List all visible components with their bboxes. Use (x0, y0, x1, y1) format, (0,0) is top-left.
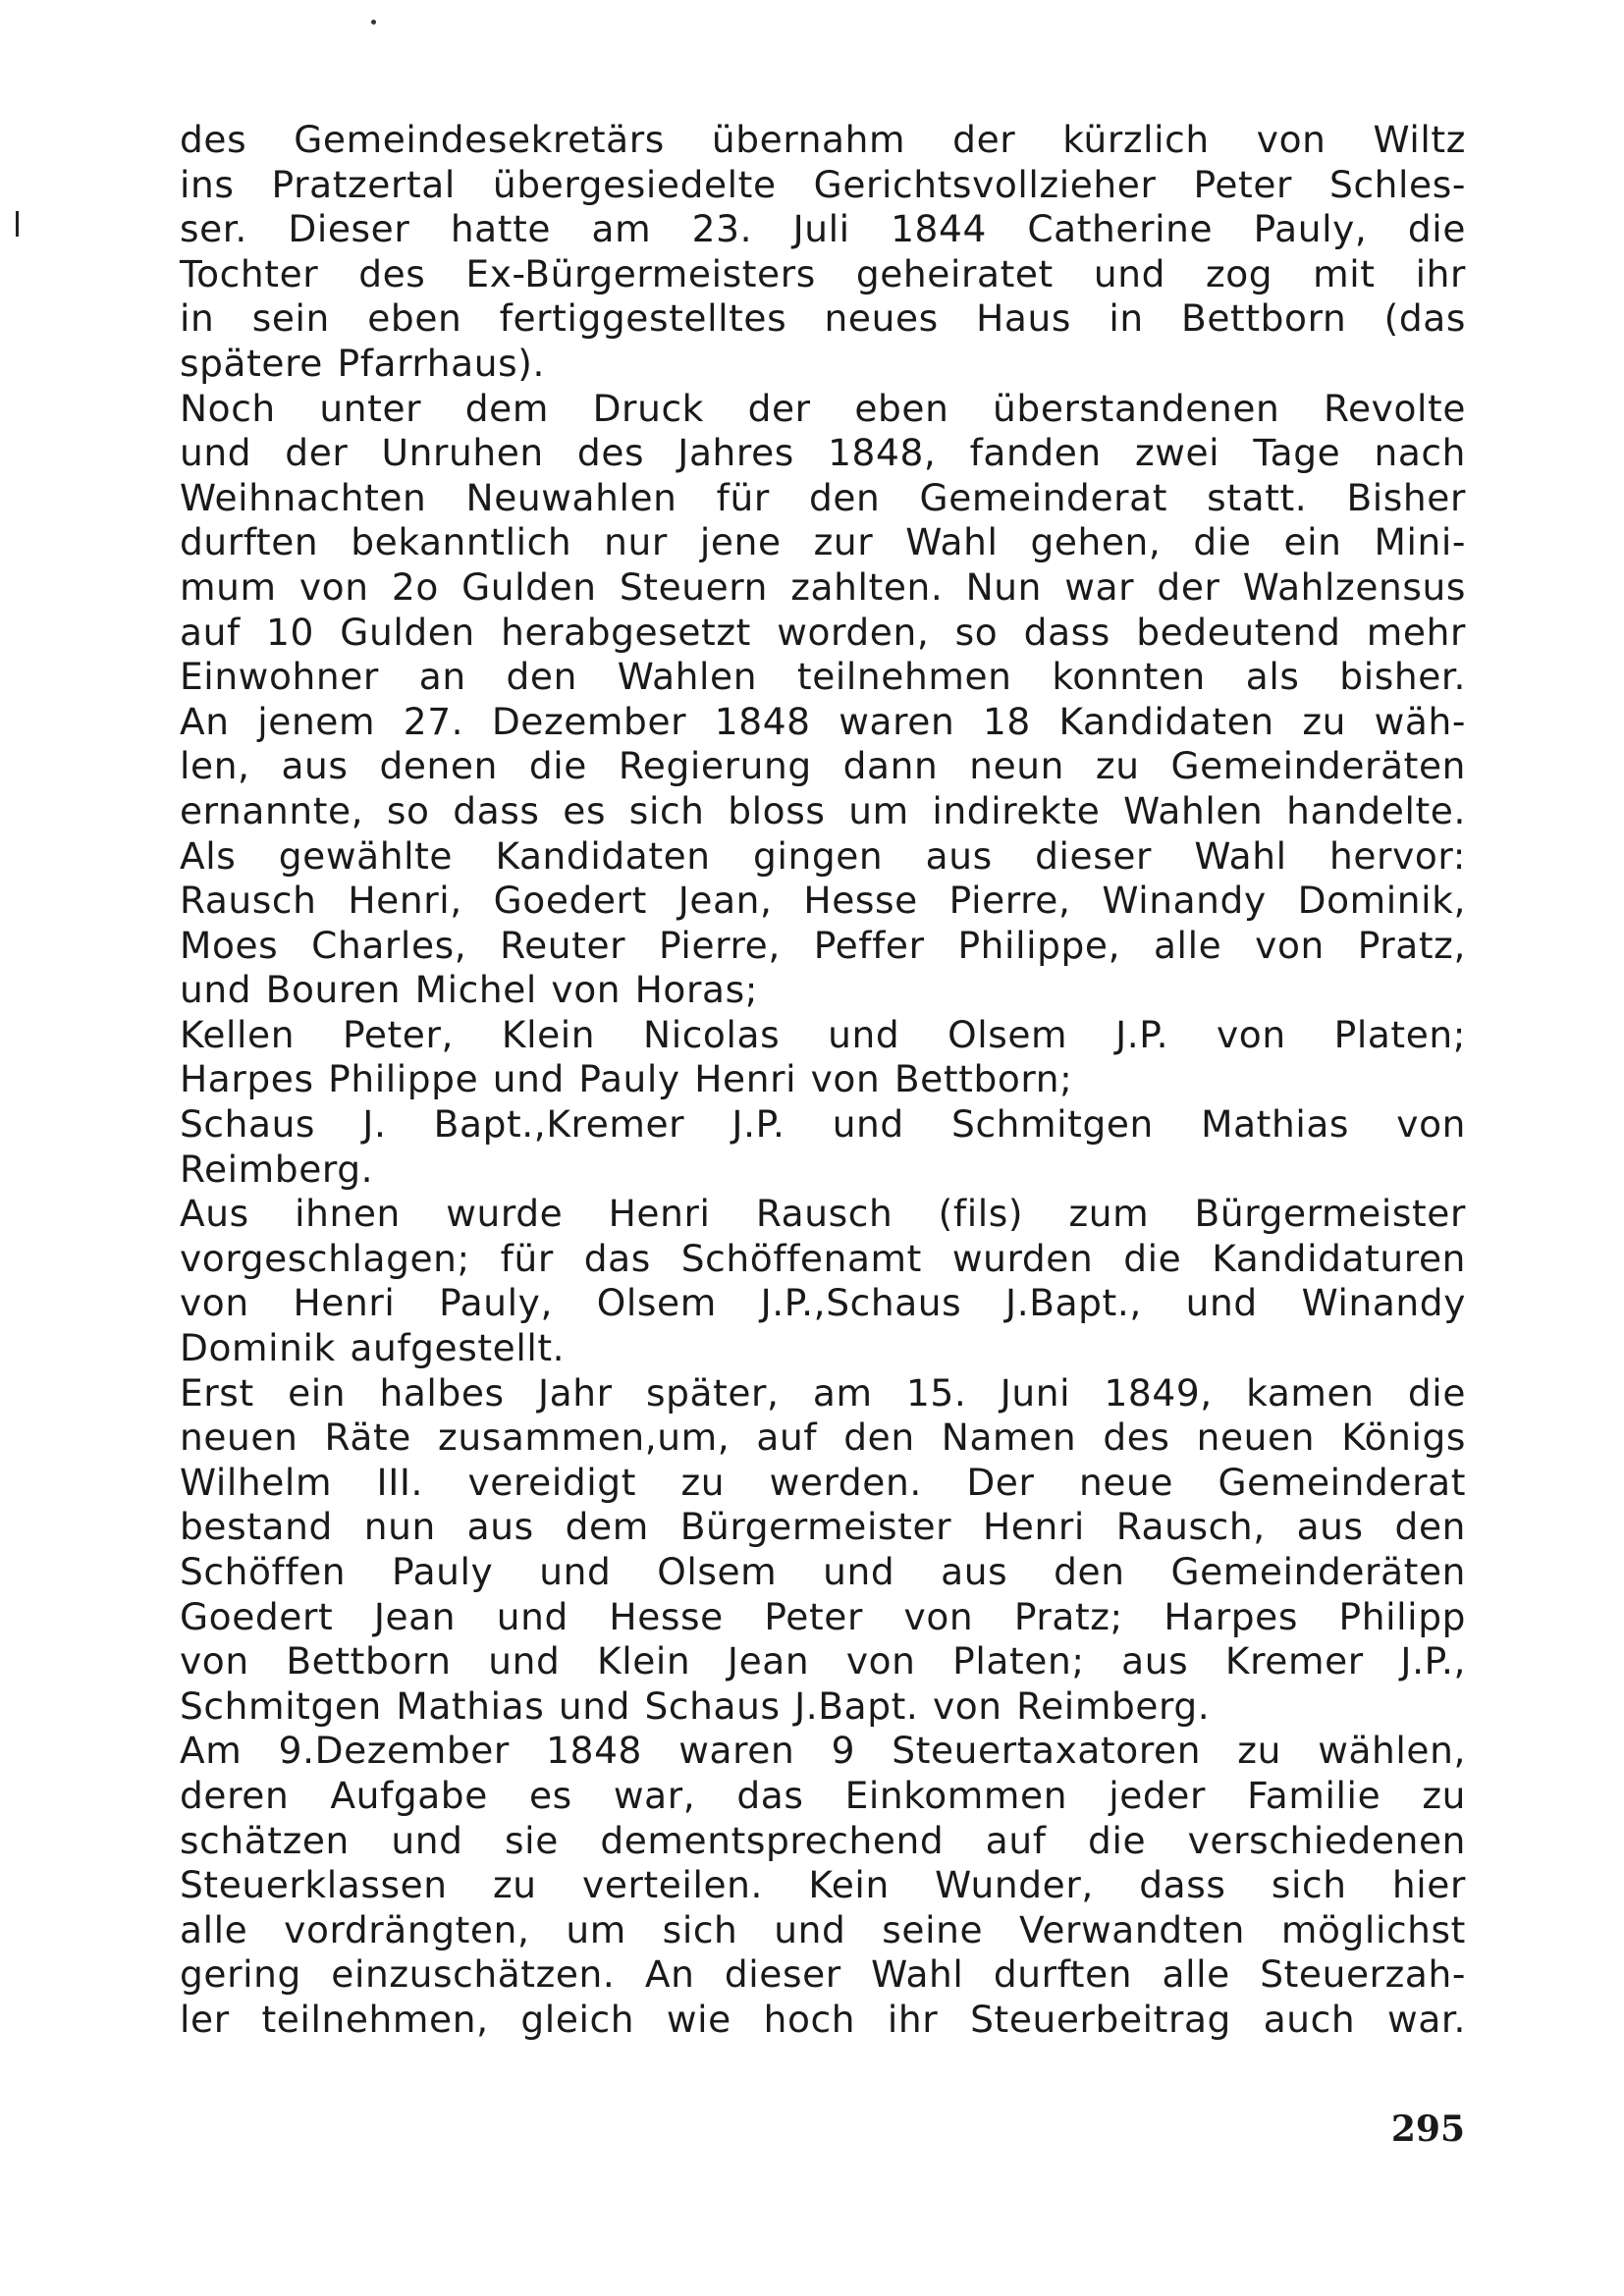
text-line: Kellen Peter, Klein Nicolas und Olsem J.P. von Platen; (180, 1012, 1466, 1056)
text-line: Schöffen Pauly und Olsem und aus den Gemeinderäten (180, 1550, 1466, 1593)
text-line: spätere Pfarrhaus). (180, 341, 545, 385)
text-line: deren Aufgabe es war, das Einkommen jeder Familie zu (180, 1773, 1466, 1817)
text-line: gering einzuschätzen. An dieser Wahl durften alle Steuerzah- (180, 1952, 1466, 1997)
text-line: Tochter des Ex-Bürgermeisters geheiratet und zog mit ihr (180, 251, 1466, 295)
text-line: des Gemeindesekretärs übernahm der kürzlich von Wiltz (180, 118, 1466, 161)
margin-mark (16, 211, 19, 237)
text-line: Reimberg. (180, 1147, 374, 1191)
text-line: Wilhelm III. vereidigt zu werden. Der neue Gemeinderat (180, 1460, 1466, 1504)
text-line: durften bekanntlich nur jene zur Wahl gehen, die ein Mini- (180, 520, 1466, 564)
text-line: Moes Charles, Reuter Pierre, Peffer Philippe, alle von Pratz, (180, 923, 1466, 967)
scan-speck (371, 20, 376, 25)
text-line: von Bettborn und Klein Jean von Platen; aus Kremer J.P., (180, 1639, 1466, 1683)
page-number: 295 (1390, 2109, 1465, 2150)
text-line: Erst ein halbes Jahr später, am 15. Juni 1849, kamen die (180, 1370, 1466, 1415)
text-line: Als gewählte Kandidaten gingen aus dieser Wahl hervor: (180, 833, 1466, 878)
text-line: Am 9.Dezember 1848 waren 9 Steuertaxatoren zu wählen, (180, 1729, 1466, 1773)
text-line: neuen Räte zusammen,um, auf den Namen des neuen Königs (180, 1415, 1466, 1460)
text-line: alle vordrängten, um sich und seine Verwandten möglichst (180, 1907, 1466, 1951)
text-line: vorgeschlagen; für das Schöffenamt wurden die Kandidaturen (180, 1236, 1466, 1280)
text-line: Einwohner an den Wahlen teilnehmen konnten als bisher. (180, 655, 1466, 699)
text-line: Goedert Jean und Hesse Peter von Pratz; Harpes Philipp (180, 1594, 1466, 1638)
text-line: Rausch Henri, Goedert Jean, Hesse Pierre, Winandy Dominik, (180, 879, 1466, 923)
text-line: und Bouren Michel von Horas; (180, 968, 758, 1012)
text-line: auf 10 Gulden herabgesetzt worden, so dass bedeutend mehr (180, 610, 1466, 654)
text-line: von Henri Pauly, Olsem J.P.,Schaus J.Bapt., und Winandy (180, 1281, 1466, 1325)
text-line: Harpes Philippe und Pauly Henri von Bettborn; (180, 1057, 1073, 1101)
text-line: Noch unter dem Druck der eben überstandenen Revolte (180, 386, 1466, 430)
text-line: und der Unruhen des Jahres 1848, fanden zwei Tage nach (180, 431, 1466, 475)
text-line: bestand nun aus dem Bürgermeister Henri Rausch, aus den (180, 1505, 1466, 1549)
text-line: len, aus denen die Regierung dann neun zu Gemeinderäten (180, 744, 1466, 788)
body-text (180, 118, 1466, 2043)
text-line: ler teilnehmen, gleich wie hoch ihr Steuerbeitrag auch war. (180, 1997, 1466, 2041)
text-line: mum von 2o Gulden Steuern zahlten. Nun war der Wahlzensus (180, 564, 1466, 609)
text-line: Weihnachten Neuwahlen für den Gemeinderat statt. Bisher (180, 475, 1466, 519)
text-line: schätzen und sie dementsprechend auf die verschiedenen (180, 1818, 1466, 1862)
text-line: ernannte, so dass es sich bloss um indirekte Wahlen handelte. (180, 788, 1466, 832)
text-line: Steuerklassen zu verteilen. Kein Wunder, dass sich hier (180, 1863, 1466, 1907)
text-line: ser. Dieser hatte am 23. Juli 1844 Catherine Pauly, die (180, 207, 1466, 251)
text-line: in sein eben fertiggestelltes neues Haus in Bettborn (das (180, 296, 1466, 341)
text-line: Dominik aufgestellt. (180, 1326, 566, 1370)
text-line: Schmitgen Mathias und Schaus J.Bapt. von Reimberg. (180, 1683, 1211, 1728)
text-line: An jenem 27. Dezember 1848 waren 18 Kandidaten zu wäh- (180, 699, 1466, 743)
text-line: ins Pratzertal übergesiedelte Gerichtsvollzieher Peter Schles- (180, 162, 1466, 206)
text-line: Schaus J. Bapt.,Kremer J.P. und Schmitgen Mathias von (180, 1102, 1466, 1147)
text-line: Aus ihnen wurde Henri Rausch (fils) zum Bürgermeister (180, 1192, 1466, 1236)
